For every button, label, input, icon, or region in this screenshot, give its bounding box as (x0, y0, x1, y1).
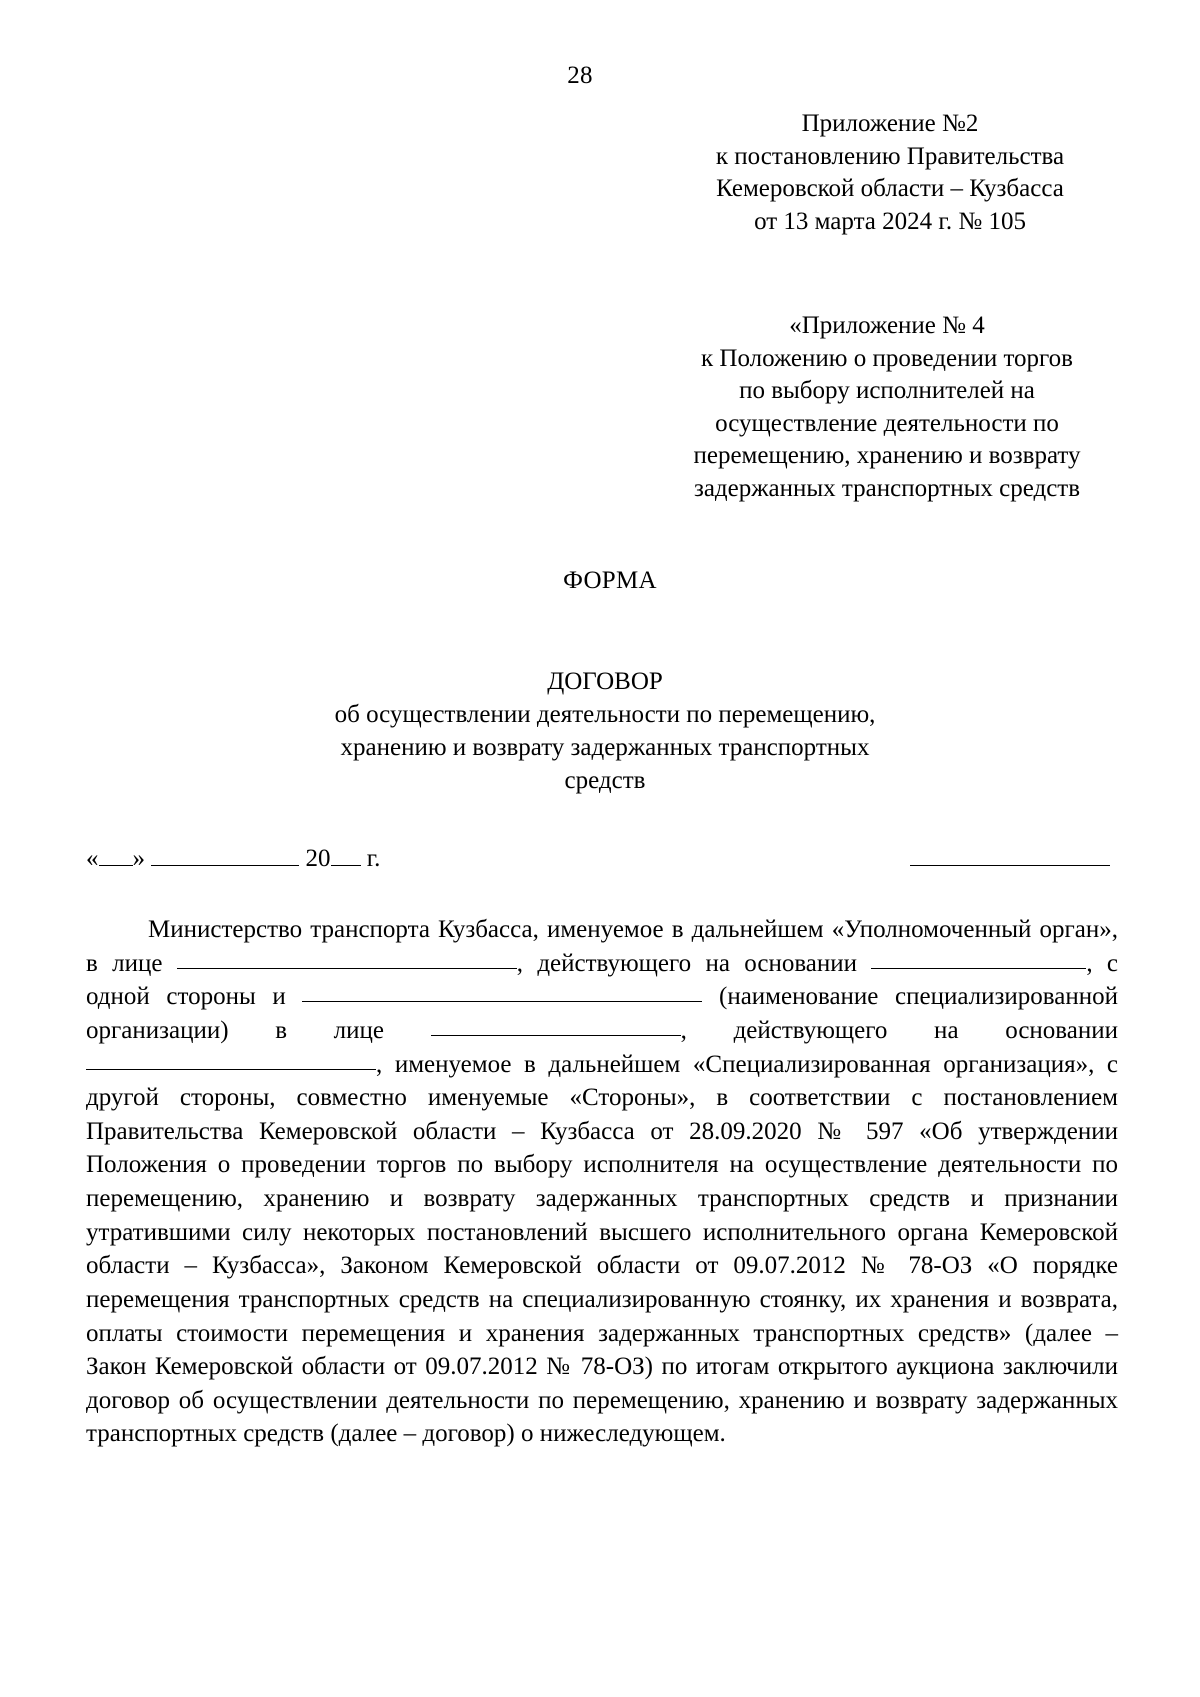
preamble-segment-1: Министерство транспорта Кузбасса, именуемое в дальнейшем «Уполномоченный орган», в лице (86, 916, 1118, 977)
document-title: ДОГОВОР (547, 668, 663, 695)
preamble-text (86, 913, 1118, 1451)
date-and-signature-row (80, 845, 1120, 873)
appendix-quoted-line-1: «Приложение № 4 (789, 312, 985, 339)
appendix-reference-line-1: Приложение №2 (801, 110, 979, 137)
appendix-quoted-line-2: к Положению о проведении торгов (701, 344, 1073, 372)
preamble-segment-5: , действующего на основании (680, 1016, 1118, 1044)
place-blank[interactable] (910, 848, 1110, 866)
document-subtitle-line-1: об осуществлении деятельности по перемещению, (334, 701, 876, 728)
preamble-segment-2: , действующего на основании (516, 949, 858, 977)
appendix-quoted-block (662, 310, 1112, 505)
appendix-quoted-line-4: осуществление деятельности по (715, 409, 1059, 437)
form-label: ФОРМА (563, 567, 657, 594)
page-number: 28 (567, 62, 593, 89)
quote-open: « (86, 845, 99, 872)
appendix-quoted-line-6: задержанных транспортных средств (693, 474, 1081, 502)
appendix-reference-line-4: от 13 марта 2024 г. № 105 (754, 207, 1026, 235)
preamble-segment-3: , с одной стороны и (86, 949, 1119, 1011)
document-subtitle-line-3: средств (564, 767, 646, 794)
year-suffix: г. (366, 845, 381, 872)
representative-blank-2[interactable] (431, 1019, 681, 1036)
preamble-segment-6: , именуемое в дальнейшем «Специализированная организация», с другой стороны, совместно именуемые «Стороны», в соответствии с постановлением Правительства Кемеровской области – Кузбасса от 28.09.2020 № 597 «Об утверждении Положения о проведении торгов по выбору исполнителя на осуществление деятельности по перемещению, хранению и возврату задержанных транспортных средств и признании утратившими силу некоторых постановлений высшего исполнительного органа Кемеровской области – Кузбасса», Законом Кемеровской области от 09.07.2012 № 78-ОЗ «О порядке перемещения транспортных средств на специализированную стоянку, их хранения и возврата, оплаты стоимости перемещения и хранения задержанных транспортных средств» (далее – Закон Кемеровской области от 09.07.2012 № 78-ОЗ) по итогам открытого аукциона заключили договор об осуществлении деятельности по перемещению, хранению и возврату задержанных транспортных средств (далее – договор) о нижеследующем. (86, 1050, 1118, 1448)
appendix-quoted-line-3: по выбору исполнителей на (739, 377, 1035, 404)
document-subtitle-line-2: хранению и возврату задержанных транспортных (340, 734, 870, 761)
organization-name-blank[interactable] (302, 985, 702, 1002)
quote-close: » (132, 845, 145, 872)
preamble-segment-4: (наименование специализированной организации) в лице (86, 983, 1118, 1044)
document-title-block (90, 665, 1120, 797)
basis-blank-2[interactable] (86, 1053, 376, 1070)
appendix-reference-line-2: к постановлению Правительства (715, 142, 1065, 170)
appendix-quoted-line-5: перемещению, хранению и возврату (693, 442, 1081, 469)
day-blank[interactable] (99, 848, 133, 866)
year-blank[interactable] (331, 848, 361, 866)
preamble-paragraph (80, 913, 1120, 1451)
appendix-reference-block (675, 108, 1105, 238)
date-blank-line (86, 845, 380, 873)
year-prefix: 20 (305, 845, 331, 872)
month-blank[interactable] (151, 848, 299, 866)
appendix-reference-line-3: Кемеровской области – Кузбасса (716, 175, 1064, 202)
representative-blank-1[interactable] (177, 952, 517, 969)
basis-blank-1[interactable] (871, 952, 1086, 969)
